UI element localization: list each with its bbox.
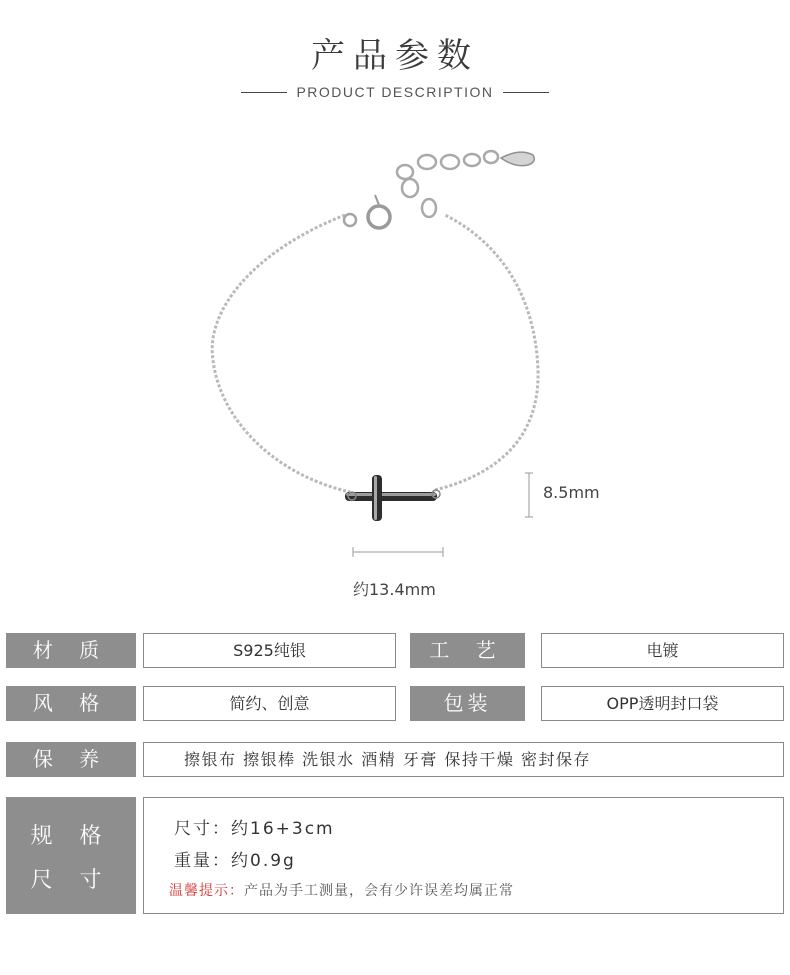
care-value: 擦银布 擦银棒 洗银水 酒精 牙膏 保持干燥 密封保存	[143, 742, 784, 777]
craft-value: 电镀	[541, 633, 784, 668]
tip-line	[169, 880, 514, 900]
page-title: 产品参数	[311, 36, 479, 76]
style-label: 风 格	[6, 686, 136, 721]
spec-label-line2: 尺 寸	[30, 868, 112, 893]
package-value: OPP透明封口袋	[541, 686, 784, 721]
care-label: 保 养	[6, 742, 136, 777]
height-dimension-label: 8.5mm	[543, 483, 600, 502]
bracelet-image	[195, 140, 555, 530]
title-divider-right	[503, 92, 549, 93]
spec-label-line1: 规 格	[30, 824, 112, 849]
size-line: 尺寸：约16+3cm	[174, 819, 335, 839]
spec-value-box	[143, 797, 784, 914]
material-value: S925纯银	[143, 633, 396, 668]
page-subtitle: PRODUCT DESCRIPTION	[296, 84, 494, 100]
weight-line: 重量：约0.9g	[174, 851, 296, 871]
tip-label: 温馨提示：	[169, 883, 244, 899]
craft-label: 工 艺	[410, 633, 525, 668]
width-dimension-label: 约13.4mm	[353, 580, 436, 599]
height-dimension-marker	[524, 472, 534, 518]
tip-text: 产品为手工测量，会有少许误差均属正常	[244, 883, 514, 899]
width-dimension-marker	[352, 546, 444, 558]
style-value: 简约、创意	[143, 686, 396, 721]
spec-label	[6, 797, 136, 914]
material-label: 材 质	[6, 633, 136, 668]
cross-pendant-icon	[345, 475, 440, 521]
package-label: 包装	[410, 686, 525, 721]
